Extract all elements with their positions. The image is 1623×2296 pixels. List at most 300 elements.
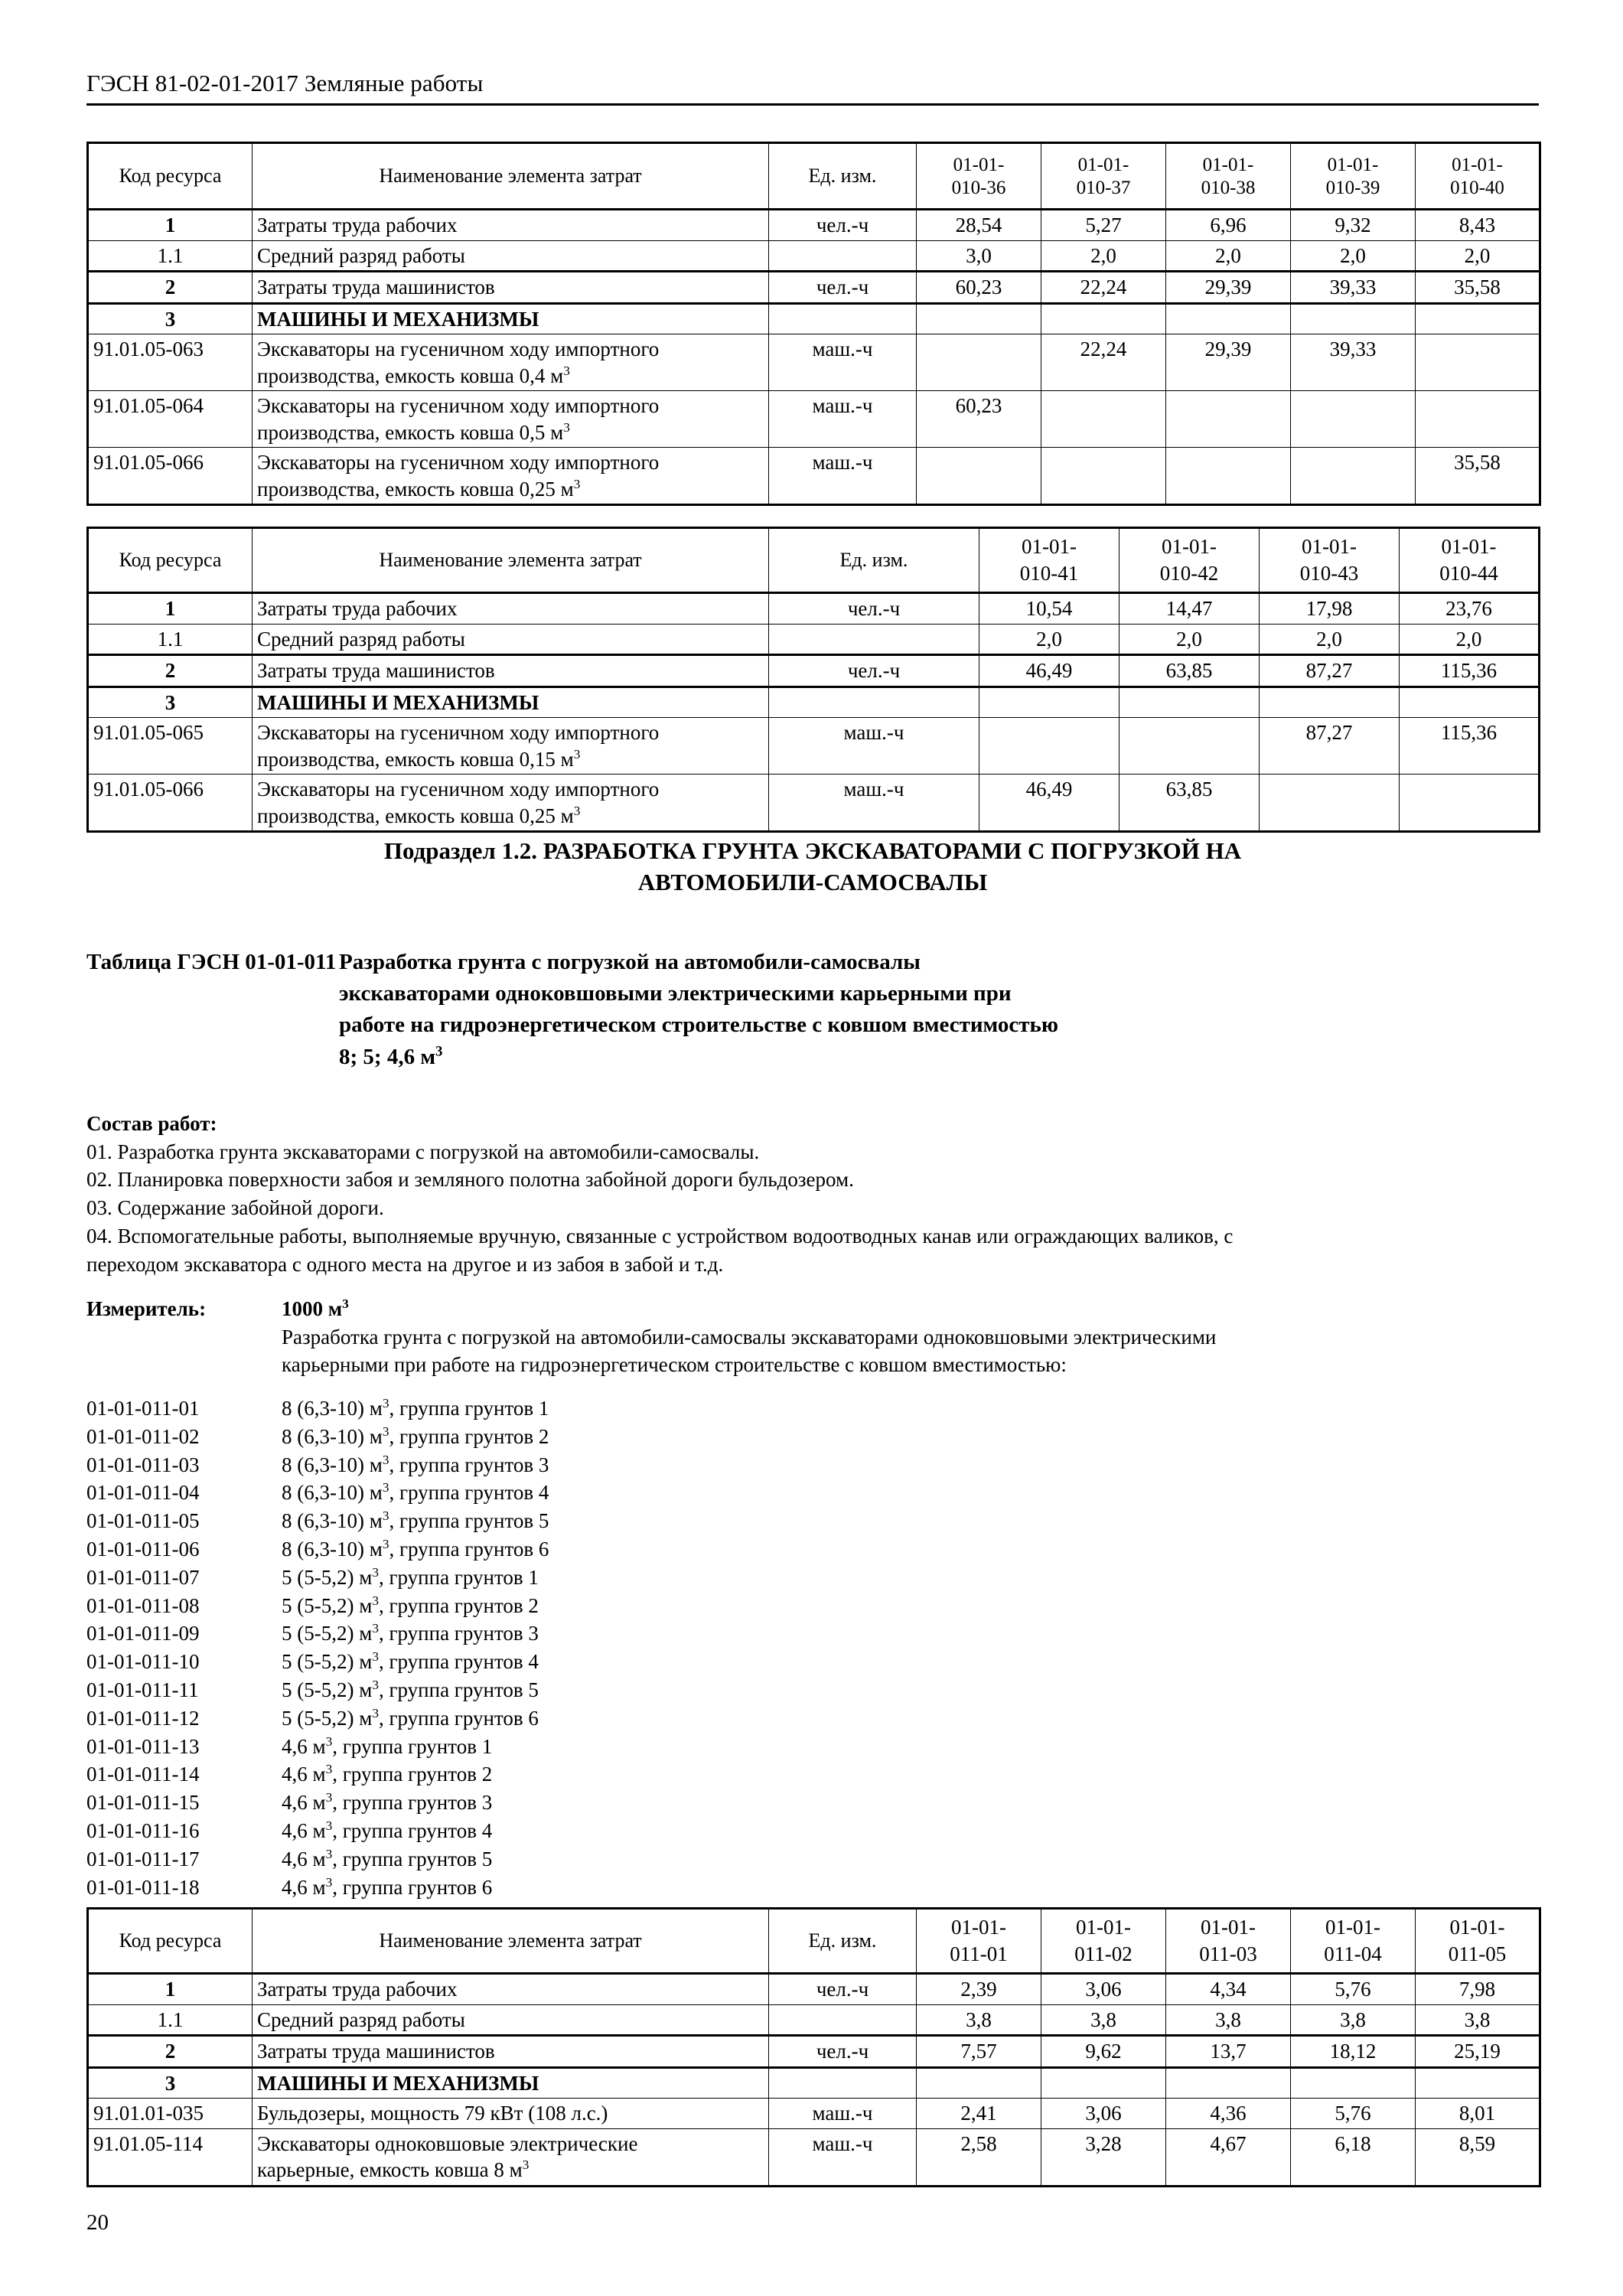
cell-value — [1119, 687, 1260, 718]
cell-value: 2,0 — [1041, 240, 1166, 272]
work-composition-item: 04. Вспомогательные работы, выполняемые вручную, связанные с устройством водоотводных канав или ограждающих валиков, с — [86, 1224, 1234, 1247]
cell-row-code: 2 — [88, 2036, 253, 2068]
norm-code: 01-01-011-03 — [86, 1453, 200, 1476]
table-row-average-rank — [88, 624, 1540, 655]
cell-resource-name: Экскаваторы на гусеничном ходу импортного производства, емкость ковша 0,5 $м^3$ — [253, 391, 769, 448]
norm-code-description: 5 (5-5,2) $м^3$, группа грунтов 4 — [282, 1649, 539, 1674]
cell-unit: чел.-ч — [769, 1974, 917, 2005]
table-row-machine — [88, 448, 1540, 505]
resource-table-010-41-44-wrapper — [86, 527, 1540, 833]
norm-code: 01-01-011-15 — [86, 1791, 200, 1815]
subsection-heading-line1: Подраздел 1.2. РАЗРАБОТКА ГРУНТА ЭКСКАВАТОРАМИ С ПОГРУЗКОЙ НА — [383, 837, 1242, 864]
cell-row-code: 2 — [88, 655, 253, 687]
th-name: Наименование элемента затрат — [253, 1909, 769, 1974]
superscript-3: 3 — [372, 1621, 379, 1636]
norm-code-row — [86, 1592, 1539, 1620]
th-norm-code: 01-01- 011-01 — [917, 1909, 1041, 1974]
norm-code: 01-01-011-14 — [86, 1763, 200, 1786]
cell-value: 14,47 — [1119, 593, 1260, 625]
cell-value: 3,8 — [1166, 2004, 1291, 2036]
cell-resource-name: Бульдозеры, мощность 79 кВт (108 л.с.) — [253, 2099, 769, 2129]
norm-code-row — [86, 1423, 1539, 1451]
cell-unit: маш.-ч — [769, 334, 917, 391]
th-norm-code: 01-01- 011-04 — [1291, 1909, 1416, 1974]
th-norm-code: 01-01- 010-42 — [1119, 528, 1260, 593]
cell-unit — [769, 240, 917, 272]
cell-value: 4,67 — [1166, 2128, 1291, 2186]
cell-value: 2,0 — [1416, 240, 1540, 272]
measure-description-line2: карьерными при работе на гидроэнергетическом строительстве с ковшом вместимостью: — [282, 1353, 1067, 1377]
table-row-machine — [88, 2128, 1540, 2186]
norm-code-row — [86, 1845, 1539, 1874]
cell-value — [917, 2067, 1041, 2099]
cell-resource-name: Экскаваторы на гусеничном ходу импортного производства, емкость ковша 0,25 $м^3$ — [253, 448, 769, 505]
norm-code: 01-01-011-02 — [86, 1424, 200, 1448]
cell-unit: чел.-ч — [769, 2036, 917, 2068]
cell-value: 13,7 — [1166, 2036, 1291, 2068]
cell-value: 18,12 — [1291, 2036, 1416, 2068]
norm-code: 01-01-011-12 — [86, 1706, 200, 1730]
cell-value: 4,34 — [1166, 1974, 1291, 2005]
norm-code-description: 8 (6,3-10) $м^3$, группа грунтов 2 — [282, 1424, 549, 1448]
norm-code-row — [86, 1817, 1539, 1845]
table-caption-text — [339, 947, 1326, 1073]
cell-value: 87,27 — [1260, 655, 1400, 687]
cell-row-name: Затраты труда машинистов — [253, 655, 769, 687]
th-code: Код ресурса — [88, 143, 253, 210]
cell-value — [1416, 391, 1540, 448]
cell-value — [1041, 2067, 1166, 2099]
norm-code-row — [86, 1619, 1539, 1648]
cell-value — [1400, 687, 1540, 718]
cell-unit — [769, 2004, 917, 2036]
cell-value: 60,23 — [917, 391, 1041, 448]
table-caption-line1: Разработка грунта с погрузкой на автомобили-самосвалы — [339, 950, 921, 974]
norm-code-row — [86, 1704, 1539, 1733]
resource-table-011-01-05-wrapper — [86, 1907, 1541, 2187]
cell-value — [1291, 2067, 1416, 2099]
norm-code: 01-01-011-06 — [86, 1537, 200, 1561]
th-norm-code: 01-01- 010-38 — [1166, 143, 1291, 210]
th-norm-code: 01-01- 010-39 — [1291, 143, 1416, 210]
cell-resource-name: Экскаваторы одноковшовые электрические карьерные, емкость ковша 8 $м^3$ — [253, 2128, 769, 2186]
cell-value — [917, 448, 1041, 505]
cell-unit: чел.-ч — [769, 210, 917, 241]
measure-block — [86, 1295, 1539, 1379]
norm-code-description: 4,6 $м^3$, группа грунтов 2 — [282, 1762, 493, 1786]
norm-code: 01-01-011-11 — [86, 1678, 199, 1701]
norm-code-list — [86, 1394, 1539, 1901]
cell-value: 39,33 — [1291, 272, 1416, 304]
cell-unit: чел.-ч — [769, 272, 917, 304]
cell-value: 3,8 — [917, 2004, 1041, 2036]
cell-value: 5,76 — [1291, 2099, 1416, 2129]
cell-value — [1260, 775, 1400, 832]
cell-value: 60,23 — [917, 272, 1041, 304]
table-row-labor-machinists — [88, 272, 1540, 304]
cell-value: 7,98 — [1416, 1974, 1540, 2005]
cell-value: 29,39 — [1166, 272, 1291, 304]
table-caption-label: Таблица ГЭСН 01-01-011 — [86, 950, 337, 974]
table-row-labor-workers — [88, 593, 1540, 625]
superscript-3: 3 — [573, 476, 581, 491]
measure-row — [86, 1295, 1539, 1323]
norm-code: 01-01-011-09 — [86, 1622, 200, 1645]
norm-code-description: 4,6 $м^3$, группа грунтов 3 — [282, 1790, 493, 1815]
header-title: ГЭСН 81-02-01-2017 Земляные работы — [86, 70, 484, 96]
cell-resource-code: 91.01.05-066 — [88, 775, 253, 832]
norm-code: 01-01-011-01 — [86, 1397, 200, 1420]
table-caption-line3: работе на гидроэнергетическом строительстве с ковшом вместимостью — [339, 1013, 1059, 1038]
cell-unit — [769, 2067, 917, 2099]
superscript-3: 3 — [522, 2157, 530, 2173]
norm-code-row — [86, 1733, 1539, 1761]
work-composition-item: 02. Планировка поверхности забоя и земляного полотна забойной дороги бульдозером. — [86, 1168, 854, 1192]
cell-resource-code: 91.01.05-064 — [88, 391, 253, 448]
norm-code: 01-01-011-08 — [86, 1593, 200, 1617]
norm-code: 01-01-011-17 — [86, 1847, 200, 1870]
cell-value: 10,54 — [979, 593, 1119, 625]
superscript-3: 3 — [372, 1564, 379, 1580]
cell-row-name: Затраты труда рабочих — [253, 1974, 769, 2005]
cell-row-name: Средний разряд работы — [253, 624, 769, 655]
norm-code-description: 4,6 $м^3$, группа грунтов 1 — [282, 1733, 493, 1758]
norm-code-row — [86, 1479, 1539, 1507]
norm-code-description: 5 (5-5,2) $м^3$, группа грунтов 3 — [282, 1621, 539, 1645]
superscript-3: 3 — [563, 363, 570, 378]
superscript-3: 3 — [382, 1508, 389, 1524]
cell-value: 2,0 — [1166, 240, 1291, 272]
cell-value: 2,0 — [979, 624, 1119, 655]
cell-resource-code: 91.01.05-063 — [88, 334, 253, 391]
cell-value: 3,8 — [1041, 2004, 1166, 2036]
cell-unit — [769, 624, 979, 655]
th-unit: Ед. изм. — [769, 528, 979, 593]
cell-unit: маш.-ч — [769, 775, 979, 832]
superscript-3: 3 — [325, 1762, 333, 1777]
norm-code-row — [86, 1648, 1539, 1676]
cell-value: 115,36 — [1400, 655, 1540, 687]
norm-code: 01-01-011-05 — [86, 1509, 200, 1533]
cell-value: 28,54 — [917, 210, 1041, 241]
norm-code: 01-01-011-16 — [86, 1818, 200, 1842]
cell-unit: чел.-ч — [769, 593, 979, 625]
cell-value: 3,8 — [1291, 2004, 1416, 2036]
table-row-machine — [88, 391, 1540, 448]
subsection-heading-line2: АВТОМОБИЛИ-САМОСВАЛЫ — [637, 868, 988, 895]
work-composition-list — [86, 1138, 1539, 1279]
table-row-labor-workers — [88, 1974, 1540, 2005]
norm-code-row — [86, 1451, 1539, 1479]
norm-code-row — [86, 1507, 1539, 1535]
cell-row-name: МАШИНЫ И МЕХАНИЗМЫ — [253, 2067, 769, 2099]
cell-row-name: МАШИНЫ И МЕХАНИЗМЫ — [253, 687, 769, 718]
cell-value — [1416, 2067, 1540, 2099]
cell-value: 63,85 — [1119, 655, 1260, 687]
cell-value: 35,58 — [1416, 272, 1540, 304]
norm-code: 01-01-011-04 — [86, 1481, 200, 1505]
table-row-machine — [88, 334, 1540, 391]
measure-value: 1000 $м^3$ — [282, 1296, 349, 1320]
th-name: Наименование элемента затрат — [253, 143, 769, 210]
cell-unit: маш.-ч — [769, 2128, 917, 2186]
norm-code-row — [86, 1394, 1539, 1423]
cell-value: 5,76 — [1291, 1974, 1416, 2005]
superscript-3: 3 — [372, 1705, 379, 1720]
cell-value: 4,36 — [1166, 2099, 1291, 2129]
cell-value: 2,0 — [1260, 624, 1400, 655]
cell-value — [917, 334, 1041, 391]
cell-value: 46,49 — [979, 775, 1119, 832]
norm-code-description: 8 (6,3-10) $м^3$, группа грунтов 4 — [282, 1480, 549, 1505]
table-row-labor-machinists — [88, 2036, 1540, 2068]
norm-code: 01-01-011-10 — [86, 1650, 200, 1674]
norm-code-row — [86, 1789, 1539, 1817]
cell-value — [1416, 334, 1540, 391]
superscript-3: 3 — [382, 1480, 389, 1495]
cell-value: 35,58 — [1416, 448, 1540, 505]
cell-value: 2,39 — [917, 1974, 1041, 2005]
table-row-labor-machinists — [88, 655, 1540, 687]
cell-value: 7,57 — [917, 2036, 1041, 2068]
cell-row-name: Средний разряд работы — [253, 240, 769, 272]
norm-code-description: 8 (6,3-10) $м^3$, группа грунтов 6 — [282, 1536, 549, 1561]
cell-value: 8,01 — [1416, 2099, 1540, 2129]
resource-table-011-01-05 — [86, 1907, 1541, 2187]
table-caption-line4: 8; 5; 4,6 $м^3$ — [339, 1042, 443, 1069]
table-row-machine — [88, 775, 1540, 832]
cell-value: 6,96 — [1166, 210, 1291, 241]
work-composition-item: 03. Содержание забойной дороги. — [86, 1196, 384, 1220]
cell-value: 23,76 — [1400, 593, 1540, 625]
cell-value: 8,59 — [1416, 2128, 1540, 2186]
cell-value — [1166, 448, 1291, 505]
cell-value: 2,0 — [1119, 624, 1260, 655]
cell-unit — [769, 303, 917, 334]
th-norm-code: 01-01- 010-36 — [917, 143, 1041, 210]
cell-value — [1041, 391, 1166, 448]
cell-value: 9,62 — [1041, 2036, 1166, 2068]
norm-code: 01-01-011-18 — [86, 1875, 200, 1899]
th-norm-code: 01-01- 010-43 — [1260, 528, 1400, 593]
norm-code-description: 4,6 $м^3$, группа грунтов 4 — [282, 1818, 493, 1842]
norm-code-description: 5 (5-5,2) $м^3$, группа грунтов 6 — [282, 1705, 539, 1730]
cell-value: 115,36 — [1400, 718, 1540, 775]
cell-value: 46,49 — [979, 655, 1119, 687]
superscript-3: 3 — [342, 1296, 349, 1311]
norm-code-description: 5 (5-5,2) $м^3$, группа грунтов 1 — [282, 1564, 539, 1589]
th-norm-code: 01-01- 010-44 — [1400, 528, 1540, 593]
superscript-3: 3 — [563, 419, 570, 435]
cell-row-name: Средний разряд работы — [253, 2004, 769, 2036]
norm-code-row — [86, 1535, 1539, 1564]
cell-resource-code: 91.01.05-066 — [88, 448, 253, 505]
resource-table-010-36-40-wrapper — [86, 142, 1541, 506]
cell-unit: чел.-ч — [769, 655, 979, 687]
th-norm-code: 01-01- 011-02 — [1041, 1909, 1166, 1974]
cell-row-code: 3 — [88, 303, 253, 334]
work-composition-item: 01. Разработка грунта экскаваторами с погрузкой на автомобили-самосвалы. — [86, 1140, 760, 1163]
superscript-3: 3 — [382, 1452, 389, 1467]
cell-value — [979, 718, 1119, 775]
cell-value — [1291, 391, 1416, 448]
th-norm-code: 01-01- 010-40 — [1416, 143, 1540, 210]
table-header-row — [88, 1909, 1540, 1974]
cell-value: 2,0 — [1291, 240, 1416, 272]
cell-unit: маш.-ч — [769, 448, 917, 505]
cell-value: 87,27 — [1260, 718, 1400, 775]
superscript-3: 3 — [382, 1424, 389, 1439]
th-name: Наименование элемента затрат — [253, 528, 769, 593]
cell-row-name: МАШИНЫ И МЕХАНИЗМЫ — [253, 303, 769, 334]
norm-code-row — [86, 1874, 1539, 1902]
th-code: Код ресурса — [88, 528, 253, 593]
superscript-3: 3 — [325, 1846, 333, 1861]
cell-row-code: 3 — [88, 687, 253, 718]
th-unit: Ед. изм. — [769, 143, 917, 210]
cell-value: 22,24 — [1041, 272, 1166, 304]
superscript-3: 3 — [372, 1649, 379, 1665]
th-norm-code: 01-01- 010-37 — [1041, 143, 1166, 210]
cell-row-code: 3 — [88, 2067, 253, 2099]
cell-value: 17,98 — [1260, 593, 1400, 625]
superscript-3: 3 — [382, 1396, 389, 1411]
cell-value: 9,32 — [1291, 210, 1416, 241]
cell-value — [1041, 303, 1166, 334]
cell-value — [917, 303, 1041, 334]
work-composition-item: переходом экскаватора с одного места на другое и из забоя в забой и т.д. — [86, 1252, 724, 1276]
cell-value — [1166, 2067, 1291, 2099]
table-row-machine — [88, 2099, 1540, 2129]
cell-value: 39,33 — [1291, 334, 1416, 391]
table-row-labor-workers — [88, 210, 1540, 241]
cell-unit: маш.-ч — [769, 2099, 917, 2129]
measure-label: Измеритель: — [86, 1297, 207, 1320]
cell-value: 63,85 — [1119, 775, 1260, 832]
table-caption-line2: экскаваторами одноковшовыми электрическими карьерными при — [339, 981, 1012, 1006]
cell-value: 8,43 — [1416, 210, 1540, 241]
cell-row-code: 1 — [88, 1974, 253, 2005]
work-composition-block — [86, 1110, 1539, 1278]
cell-value: 29,39 — [1166, 334, 1291, 391]
table-header-row — [88, 143, 1540, 210]
cell-value: 3,28 — [1041, 2128, 1166, 2186]
cell-value — [1416, 303, 1540, 334]
th-code: Код ресурса — [88, 1909, 253, 1974]
work-composition-title: Состав работ: — [86, 1112, 217, 1135]
norm-code-description: 8 (6,3-10) $м^3$, группа грунтов 5 — [282, 1508, 549, 1533]
header-divider — [86, 103, 1539, 106]
norm-code-row — [86, 1564, 1539, 1592]
table-row-average-rank — [88, 2004, 1540, 2036]
cell-row-code: 2 — [88, 272, 253, 304]
cell-value — [1166, 303, 1291, 334]
resource-table-010-36-40 — [86, 142, 1541, 506]
superscript-3: 3 — [372, 1677, 379, 1692]
cell-value: 2,58 — [917, 2128, 1041, 2186]
cell-value — [1291, 448, 1416, 505]
cell-row-code: 1.1 — [88, 240, 253, 272]
subsection-heading — [86, 836, 1539, 899]
cell-row-name: Затраты труда машинистов — [253, 272, 769, 304]
superscript-3: 3 — [325, 1874, 333, 1890]
norm-code-description: 4,6 $м^3$, группа грунтов 6 — [282, 1874, 493, 1899]
cell-resource-name: Экскаваторы на гусеничном ходу импортного производства, емкость ковша 0,15 $м^3$ — [253, 718, 769, 775]
norm-code-description: 5 (5-5,2) $м^3$, группа грунтов 2 — [282, 1593, 539, 1617]
table-caption — [86, 947, 1539, 1073]
table-row-average-rank — [88, 240, 1540, 272]
cell-value: 3,0 — [917, 240, 1041, 272]
norm-code: 01-01-011-07 — [86, 1565, 200, 1589]
cell-value — [1041, 448, 1166, 505]
page-number: 20 — [86, 2210, 109, 2235]
cell-row-name: Затраты труда машинистов — [253, 2036, 769, 2068]
cell-value: 3,8 — [1416, 2004, 1540, 2036]
norm-code-description: 8 (6,3-10) $м^3$, группа грунтов 3 — [282, 1452, 549, 1476]
superscript-3: 3 — [325, 1733, 333, 1749]
norm-code-row — [86, 1676, 1539, 1704]
cell-value: 25,19 — [1416, 2036, 1540, 2068]
table-row-machines-header — [88, 687, 1540, 718]
cell-row-code: 1 — [88, 593, 253, 625]
measure-description-line1: Разработка грунта с погрузкой на автомобили-самосвалы экскаваторами одноковшовыми электрическими — [282, 1325, 1217, 1349]
cell-resource-name: Экскаваторы на гусеничном ходу импортного производства, емкость ковша 0,25 $м^3$ — [253, 775, 769, 832]
norm-code-description: 5 (5-5,2) $м^3$, группа грунтов 5 — [282, 1677, 539, 1701]
cell-value: 22,24 — [1041, 334, 1166, 391]
th-norm-code: 01-01- 011-05 — [1416, 1909, 1540, 1974]
cell-unit — [769, 687, 979, 718]
cell-value: 5,27 — [1041, 210, 1166, 241]
superscript-3: 3 — [325, 1818, 333, 1833]
norm-code-description: 8 (6,3-10) $м^3$, группа грунтов 1 — [282, 1396, 549, 1420]
cell-value — [1166, 391, 1291, 448]
cell-row-code: 1.1 — [88, 2004, 253, 2036]
table-row-machine — [88, 718, 1540, 775]
cell-value: 6,18 — [1291, 2128, 1416, 2186]
superscript-3: 3 — [325, 1790, 333, 1805]
th-unit: Ед. изм. — [769, 1909, 917, 1974]
measure-description — [282, 1323, 1475, 1379]
cell-resource-name: Экскаваторы на гусеничном ходу импортного производства, емкость ковша 0,4 $м^3$ — [253, 334, 769, 391]
cell-resource-code: 91.01.05-065 — [88, 718, 253, 775]
cell-value: 3,06 — [1041, 1974, 1166, 2005]
cell-row-code: 1.1 — [88, 624, 253, 655]
table-row-machines-header — [88, 303, 1540, 334]
cell-value — [1400, 775, 1540, 832]
cell-value — [1291, 303, 1416, 334]
norm-code-row — [86, 1760, 1539, 1789]
cell-value: 2,0 — [1400, 624, 1540, 655]
cell-row-code: 1 — [88, 210, 253, 241]
cell-value — [1260, 687, 1400, 718]
cell-unit: маш.-ч — [769, 718, 979, 775]
superscript-3: 3 — [435, 1042, 443, 1059]
norm-code: 01-01-011-13 — [86, 1734, 200, 1758]
cell-resource-code: 91.01.01-035 — [88, 2099, 253, 2129]
superscript-3: 3 — [382, 1536, 389, 1551]
cell-row-name: Затраты труда рабочих — [253, 593, 769, 625]
cell-resource-code: 91.01.05-114 — [88, 2128, 253, 2186]
cell-value: 2,41 — [917, 2099, 1041, 2129]
th-norm-code: 01-01- 011-03 — [1166, 1909, 1291, 1974]
superscript-3: 3 — [573, 746, 581, 762]
cell-value: 3,06 — [1041, 2099, 1166, 2129]
table-header-row — [88, 528, 1540, 593]
superscript-3: 3 — [573, 803, 581, 818]
running-header — [86, 70, 1540, 96]
resource-table-010-41-44 — [86, 527, 1540, 833]
cell-value — [979, 687, 1119, 718]
